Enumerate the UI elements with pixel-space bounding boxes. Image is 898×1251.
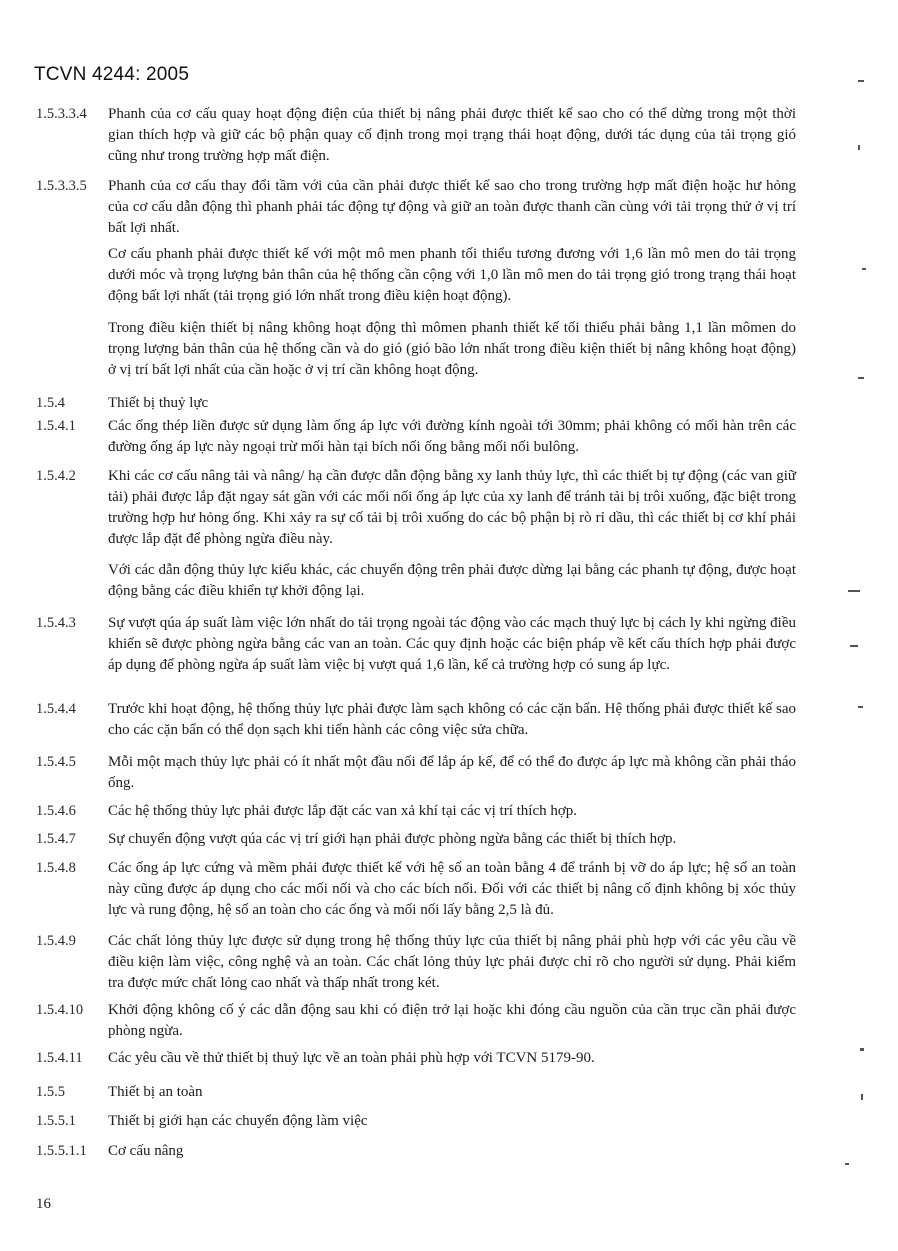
section-title: Thiết bị thuỷ lực [108,395,209,411]
clause-number: 1.5.4.8 [36,860,76,876]
section-title: Thiết bị an toàn [108,1084,203,1100]
clause-number: 1.5.4.11 [36,1050,83,1066]
scan-speck [858,377,864,379]
clause-text: Các yêu cầu về thử thiết bị thuỷ lực về an toàn phải phù hợp với TCVN 5179-90. [108,1050,595,1066]
scan-speck [860,1048,864,1051]
clause-number: 1.5.3.3.5 [36,178,87,194]
clause-text: Sự vượt qúa áp suất làm việc lớn nhất do tải trọng ngoài tác động vào các mạch thuỷ lực bị cách ly khi ngừng điều khiển sẽ được phòng ngừa bằng các van an toàn. Các quy định hoặc các biện pháp về kết cấu thích hợp phải được áp dụng để phòng ngừa áp suất làm việc bị vượt quá 1,6 lần, kể cả trường hợp có sung áp lực. [108,615,796,673]
standard-header: TCVN 4244: 2005 [34,64,190,85]
clause-text: Cơ cấu nâng [108,1143,184,1159]
clause-number: 1.5.4.2 [36,468,76,484]
clause-text: Mỗi một mạch thủy lực phải có ít nhất một đầu nối để lắp áp kế, để có thể đo được áp lực mà không cần phải tháo ống. [108,754,796,791]
clause-number: 1.5.4.9 [36,933,76,949]
clause-number: 1.5.4.4 [36,701,76,717]
clause-text: Các ống thép liền được sử dụng làm ống áp lực với đường kính ngoài tới 30mm; phải không có mối hàn trên các đường ống áp lực này ngoại trừ mối hàn tại bích nối ống bằng mối nối bulông. [108,418,796,455]
clause-number: 1.5.5.1.1 [36,1143,87,1159]
clause-number: 1.5.4.1 [36,418,76,434]
clause-text: Các chất lỏng thủy lực được sử dụng trong hệ thống thủy lực của thiết bị nâng phải phù hợp với các yêu cầu về điều kiện làm việc, công nghệ và an toàn. Các chất lỏng thủy lực phải được chỉ rõ cho người sử dụng. Phải kiểm tra được mức chất lỏng cao nhất và thấp nhất trong két. [108,933,796,991]
scan-speck [862,268,866,270]
clause-text: Khởi động không cố ý các dẫn động sau khi có điện trở lại hoặc khi đóng cầu nguồn của cần trục cần phải được phòng ngừa. [108,1002,796,1039]
clause-number: 1.5.4.3 [36,615,76,631]
section-number: 1.5.5 [36,1084,65,1100]
clause-number: 1.5.5.1 [36,1113,76,1129]
clause-text: Phanh của cơ cấu quay hoạt động điện của thiết bị nâng phải được thiết kế sao cho có thể dừng trong một thời gian thích hợp và giữ các bộ phận quay cố định trong mọi trạng thái hoạt động, dưới tác dụng của tải trọng gió cũng như trong trường hợp mất điện. [108,106,796,164]
scan-speck [850,645,858,647]
clause-text: Khi các cơ cấu nâng tải và nâng/ hạ cần được dẫn động bằng xy lanh thủy lực, thì các thiết bị tự động (các van giữ tải) phải được lắp đặt ngay sát gần với các mối nối ống áp lực của xy lanh để tránh tải bị trôi xuống, đặc biệt trong trường hợp hư hỏng ống. Khi xảy ra sự cố tải bị trôi xuống do các bộ phận bị rò rỉ dầu, thì các thiết bị cơ khí phải được lắp đặt để phòng ngừa điều này. [108,468,796,547]
scan-speck [858,80,864,82]
section-number: 1.5.4 [36,395,65,411]
clause-text: Phanh của cơ cấu thay đổi tầm với của cần phải được thiết kế sao cho trong trường hợp mất điện hoặc hư hỏng của cơ cấu dẫn động thì phanh phải tác động tự động và giữ an toàn được thanh cần cùng với tải trọng thử ở vị trí bất lợi nhất. [108,178,796,236]
clause-number: 1.5.4.10 [36,1002,84,1018]
clause-text: Thiết bị giới hạn các chuyển động làm việc [108,1113,368,1129]
scan-speck [861,1094,863,1100]
clause-text: Các ống áp lực cứng và mềm phải được thiết kế với hệ số an toàn bằng 4 để tránh bị vỡ do áp lực; hệ số an toàn này cũng được áp dụng cho các mối nối và cho các bích nối. Đối với các thiết bị nâng cố định không bị xóc thủy lực và rung động, hệ số an toàn cho các ống và mối nối lấy bằng 2,5 là đủ. [108,860,796,918]
page-number: 16 [36,1196,51,1212]
clause-number: 1.5.3.3.4 [36,106,87,122]
scan-speck [848,590,860,592]
clause-text: Sự chuyển động vượt qúa các vị trí giới hạn phải được phòng ngừa bằng các thiết bị thích hợp. [108,831,677,847]
paragraph-text: Cơ cấu phanh phải được thiết kế với một mô men phanh tối thiểu tương đương với 1,6 lần mô men do tải trọng dưới móc và trọng lượng bản thân của hệ thống cần cộng với 1,0 lần mô men do tải trọng gió trong trạng thái hoạt động bất lợi nhất (tải trọng gió lớn nhất trong điều kiện hoạt động). [108,246,796,304]
clause-number: 1.5.4.5 [36,754,76,770]
scan-speck [845,1163,849,1165]
paragraph-text: Trong điều kiện thiết bị nâng không hoạt động thì mômen phanh thiết kế tối thiểu phải bằng 1,1 lần mômen do trọng lượng bản thân của hệ thống cần và do gió (gió bão lớn nhất trong điều kiện thiết bị nâng không hoạt động) ở vị trí bất lợi nhất của cần hoặc ở vị trí cần không hoạt động. [108,320,796,378]
paragraph-text: Với các dẫn động thủy lực kiểu khác, các chuyển động trên phải được dừng lại bằng các phanh tự động, được hoạt động bằng các điều khiển tự khởi động lại. [108,562,796,599]
scan-speck [858,145,860,150]
clause-text: Trước khi hoạt động, hệ thống thủy lực phải được làm sạch không có các cặn bẩn. Hệ thống phải được thiết kế sao cho các cặn bẩn có thể dọn sạch khi tiến hành các công việc sửa chữa. [108,701,796,738]
clause-text: Các hệ thống thủy lực phải được lắp đặt các van xả khí tại các vị trí thích hợp. [108,803,578,819]
clause-number: 1.5.4.7 [36,831,76,847]
clause-number: 1.5.4.6 [36,803,76,819]
scan-speck [858,706,863,708]
